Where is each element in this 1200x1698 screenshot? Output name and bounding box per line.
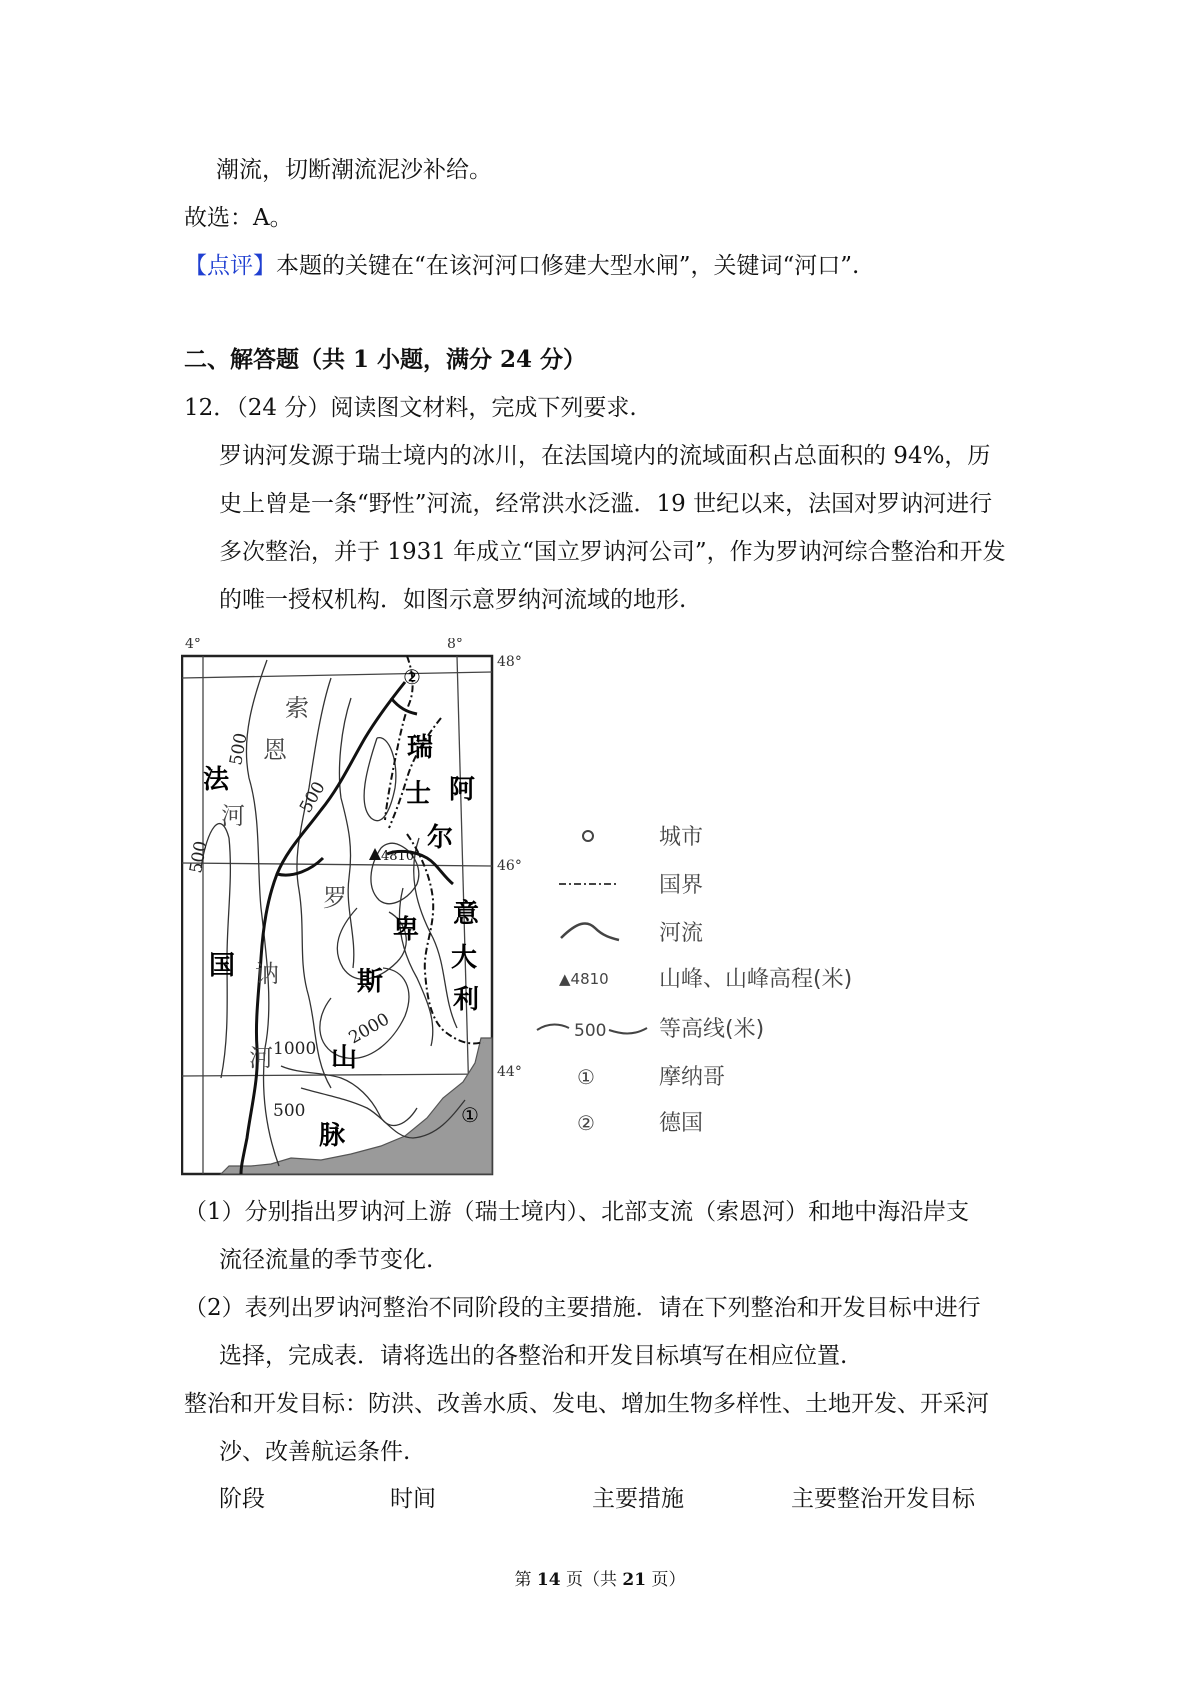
label-bei: 卑 bbox=[393, 915, 420, 945]
legend-contour bbox=[537, 1017, 764, 1042]
legend-border bbox=[559, 873, 703, 898]
legend-peak-label: 山峰、山峰高程(米) bbox=[659, 967, 853, 992]
section-heading: 二、解答题（共 1 小题，满分 24 分） bbox=[184, 346, 587, 373]
legend-contour-label: 等高线(米) bbox=[659, 1017, 765, 1042]
monaco-symbol: ① bbox=[577, 1065, 595, 1089]
legend-monaco-label: 摩纳哥 bbox=[659, 1065, 726, 1090]
header-time: 时间 bbox=[390, 1486, 436, 1512]
label-he2: 河 bbox=[249, 1044, 273, 1072]
label-en: 恩 bbox=[263, 736, 287, 764]
legend-city bbox=[583, 825, 703, 850]
contour-500-a: 500 bbox=[226, 731, 252, 767]
text-line-1: 潮流，切断潮流泥沙补给。 bbox=[216, 157, 492, 183]
commentary-text: 本题的关键在“在该河河口修建大型水闸”，关键词“河口”. bbox=[276, 253, 860, 279]
label-rui: 瑞 bbox=[407, 733, 434, 763]
footer-total-pages: 21 bbox=[622, 1570, 647, 1590]
label-fa: 法 bbox=[203, 765, 230, 795]
lon-label-4: 4° bbox=[185, 638, 201, 652]
goals-line-1: 整治和开发目标：防洪、改善水质、发电、增加生物多样性、土地开发、开采河 bbox=[184, 1391, 989, 1417]
paragraph-line-2: 史上曾是一条“野性”河流，经常洪水泛滥．19 世纪以来，法国对罗讷河进行 bbox=[219, 491, 993, 517]
header-measures: 主要措施 bbox=[592, 1486, 684, 1512]
legend-germany bbox=[577, 1111, 703, 1136]
label-ne: 讷 bbox=[255, 960, 279, 988]
label-yi: 意 bbox=[453, 899, 480, 929]
lat-label-44: 44° bbox=[497, 1064, 522, 1080]
label-suo: 索 bbox=[285, 694, 309, 722]
subquestion-2-line-1: （2）表列出罗讷河整治不同阶段的主要措施．请在下列整治和开发目标中进行 bbox=[184, 1295, 981, 1321]
peak-symbol: ▲4810 bbox=[559, 970, 609, 988]
germany-symbol: ② bbox=[577, 1111, 595, 1135]
goals-line-2: 沙、改善航运条件. bbox=[219, 1439, 411, 1465]
contour-500-d: 500 bbox=[273, 1101, 306, 1121]
marker-monaco: ① bbox=[461, 1103, 479, 1127]
footer-page-number: 14 bbox=[536, 1570, 561, 1590]
lat-label-46: 46° bbox=[497, 858, 522, 874]
commentary-line bbox=[184, 250, 859, 282]
paragraph-line-1: 罗讷河发源于瑞士境内的冰川，在法国境内的流域面积占总面积的 94%，历 bbox=[219, 443, 991, 469]
rhone-basin-map bbox=[181, 638, 1049, 1178]
legend-river-label: 河流 bbox=[659, 921, 704, 946]
peak-elevation: 4810 bbox=[381, 849, 415, 864]
label-da: 大 bbox=[451, 943, 478, 973]
contour-500-b: 500 bbox=[186, 839, 212, 875]
text-line-2: 故选：A。 bbox=[184, 205, 293, 231]
contour-2000: 2000 bbox=[345, 1009, 393, 1049]
header-stage: 阶段 bbox=[219, 1486, 265, 1512]
subquestion-2-line-2: 选择，完成表．请将选出的各整治和开发目标填写在相应位置. bbox=[219, 1343, 848, 1369]
label-er: 尔 bbox=[427, 823, 454, 853]
contour-1000: 1000 bbox=[273, 1039, 317, 1059]
question-12: 12．（24 分）阅读图文材料，完成下列要求. bbox=[184, 395, 637, 421]
lat-label-48: 48° bbox=[497, 654, 522, 670]
peak-marker bbox=[369, 848, 414, 864]
paragraph-line-3: 多次整治，并于 1931 年成立“国立罗讷河公司”，作为罗讷河综合整治和开发 bbox=[219, 539, 1006, 565]
commentary-tag: 【点评】 bbox=[184, 253, 276, 279]
map-legend bbox=[537, 825, 852, 1136]
label-li: 利 bbox=[453, 985, 480, 1015]
footer-suffix: 页） bbox=[646, 1570, 686, 1590]
label-guo: 国 bbox=[209, 951, 236, 981]
subquestion-1-line-2: 流径流量的季节变化. bbox=[219, 1247, 434, 1273]
label-a: 阿 bbox=[449, 775, 476, 805]
legend-peak bbox=[559, 967, 852, 992]
paragraph-line-4: 的唯一授权机构．如图示意罗纳河流域的地形. bbox=[219, 587, 687, 613]
legend-city-label: 城市 bbox=[659, 825, 704, 850]
label-he1: 河 bbox=[221, 802, 245, 830]
footer-prefix: 第 bbox=[514, 1570, 537, 1590]
label-si: 斯 bbox=[357, 967, 384, 997]
label-shi: 士 bbox=[405, 779, 432, 809]
footer-middle: 页（共 bbox=[560, 1570, 623, 1590]
contour-500-c: 500 bbox=[296, 778, 330, 817]
river-symbol bbox=[561, 923, 619, 940]
lon-label-8: 8° bbox=[447, 638, 463, 652]
page-footer bbox=[0, 1565, 1200, 1590]
legend-germany-label: 德国 bbox=[659, 1111, 704, 1136]
legend-border-label: 国界 bbox=[659, 873, 704, 898]
header-goals: 主要整治开发目标 bbox=[791, 1486, 975, 1512]
marker-germany: ② bbox=[403, 665, 421, 689]
contour-symbol: 500 bbox=[574, 1021, 607, 1041]
legend-river bbox=[561, 921, 703, 946]
legend-monaco bbox=[577, 1065, 725, 1090]
subquestion-1-line-1: （1）分别指出罗讷河上游（瑞士境内）、北部支流（索恩河）和地中海沿岸支 bbox=[184, 1199, 970, 1225]
label-luo: 罗 bbox=[323, 884, 347, 912]
city-symbol bbox=[583, 831, 593, 841]
label-shan: 山 bbox=[331, 1043, 358, 1073]
label-mai: 脉 bbox=[319, 1121, 346, 1151]
